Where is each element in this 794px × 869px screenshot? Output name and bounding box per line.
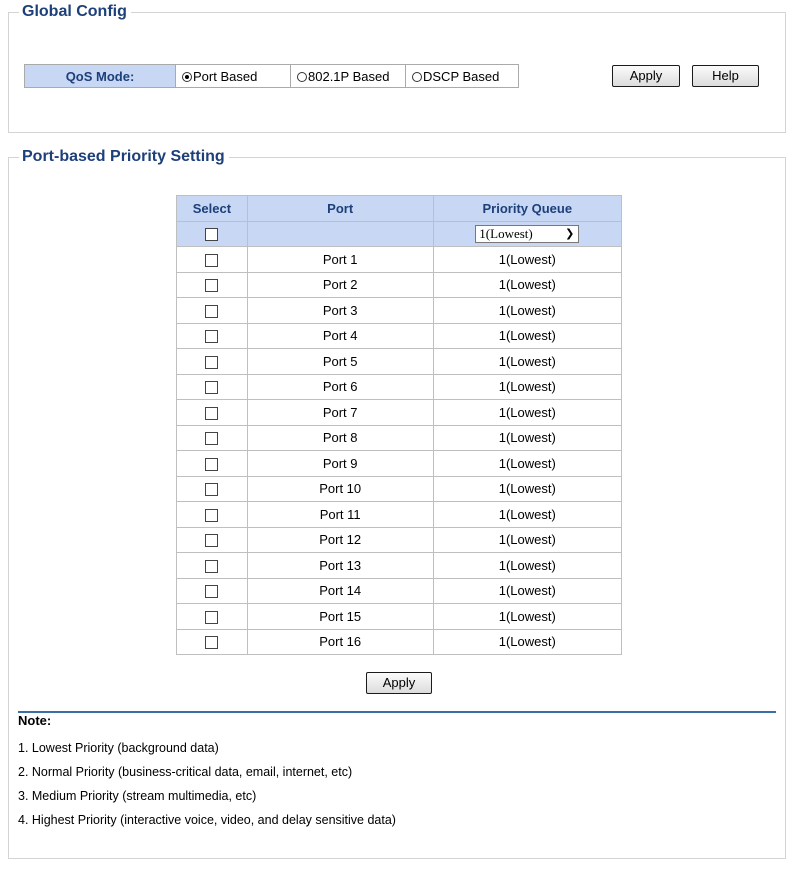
select-all-checkbox[interactable]: [205, 228, 218, 241]
radio-8021p-based[interactable]: [297, 72, 307, 82]
table-row: [177, 502, 622, 528]
note-item-3: 3. Medium Priority (stream multimedia, etc): [18, 789, 257, 803]
row-select-checkbox[interactable]: [205, 534, 218, 547]
priority-cell: 1(Lowest): [433, 247, 621, 273]
row-select-checkbox[interactable]: [205, 483, 218, 496]
row-select-checkbox[interactable]: [205, 458, 218, 471]
priority-cell: 1(Lowest): [433, 502, 621, 528]
priority-cell: 1(Lowest): [433, 578, 621, 604]
bulk-priority-cell: [433, 221, 621, 247]
note-title: Note:: [18, 713, 52, 728]
row-select-cell: [177, 527, 248, 553]
port-cell: Port 13: [247, 553, 433, 579]
priority-cell: 1(Lowest): [433, 425, 621, 451]
port-cell: Port 5: [247, 349, 433, 375]
port-cell: Port 15: [247, 604, 433, 630]
bulk-port-cell: [247, 221, 433, 247]
priority-cell: 1(Lowest): [433, 400, 621, 426]
priority-cell: 1(Lowest): [433, 604, 621, 630]
row-select-checkbox[interactable]: [205, 560, 218, 573]
row-select-checkbox[interactable]: [205, 381, 218, 394]
table-row: [177, 604, 622, 630]
table-row: [177, 374, 622, 400]
qos-option-dscp-based[interactable]: [406, 65, 519, 88]
port-cell: Port 10: [247, 476, 433, 502]
port-cell: Port 14: [247, 578, 433, 604]
row-select-cell: [177, 400, 248, 426]
radio-port-based[interactable]: [182, 72, 192, 82]
row-select-cell: [177, 578, 248, 604]
row-select-cell: [177, 298, 248, 324]
row-select-cell: [177, 247, 248, 273]
port-cell: Port 2: [247, 272, 433, 298]
priority-cell: 1(Lowest): [433, 323, 621, 349]
row-select-checkbox[interactable]: [205, 509, 218, 522]
port-cell: Port 1: [247, 247, 433, 273]
help-button[interactable]: Help: [692, 65, 759, 87]
table-row: [177, 272, 622, 298]
row-select-checkbox[interactable]: [205, 356, 218, 369]
row-select-cell: [177, 374, 248, 400]
priority-cell: 1(Lowest): [433, 527, 621, 553]
table-row: [177, 451, 622, 477]
port-apply-button[interactable]: Apply: [366, 672, 432, 694]
port-cell: Port 12: [247, 527, 433, 553]
qos-option-8021p-based-label: 802.1P Based: [308, 68, 390, 84]
port-cell: Port 4: [247, 323, 433, 349]
table-row: [177, 298, 622, 324]
qos-option-8021p-based[interactable]: [291, 65, 406, 88]
table-row: [177, 629, 622, 655]
priority-column-header: Priority Queue: [433, 196, 621, 222]
row-select-cell: [177, 502, 248, 528]
priority-cell: 1(Lowest): [433, 476, 621, 502]
table-row: [177, 349, 622, 375]
port-priority-table: [176, 195, 622, 655]
row-select-checkbox[interactable]: [205, 611, 218, 624]
table-row: [177, 247, 622, 273]
bulk-select-cell: [177, 221, 248, 247]
port-cell: Port 11: [247, 502, 433, 528]
row-select-cell: [177, 425, 248, 451]
qos-option-dscp-based-label: DSCP Based: [423, 68, 500, 84]
priority-cell: 1(Lowest): [433, 629, 621, 655]
qos-option-port-based[interactable]: [176, 65, 291, 88]
row-select-checkbox[interactable]: [205, 279, 218, 292]
bulk-edit-row: [177, 221, 622, 247]
global-apply-button[interactable]: Apply: [612, 65, 680, 87]
priority-cell: 1(Lowest): [433, 451, 621, 477]
row-select-cell: [177, 323, 248, 349]
priority-cell: 1(Lowest): [433, 349, 621, 375]
port-cell: Port 9: [247, 451, 433, 477]
row-select-cell: [177, 451, 248, 477]
port-column-header: Port: [247, 196, 433, 222]
row-select-checkbox[interactable]: [205, 432, 218, 445]
port-cell: Port 6: [247, 374, 433, 400]
row-select-checkbox[interactable]: [205, 305, 218, 318]
priority-cell: 1(Lowest): [433, 374, 621, 400]
priority-cell: 1(Lowest): [433, 272, 621, 298]
port-cell: Port 8: [247, 425, 433, 451]
row-select-checkbox[interactable]: [205, 585, 218, 598]
row-select-checkbox[interactable]: [205, 330, 218, 343]
table-row: [177, 553, 622, 579]
row-select-checkbox[interactable]: [205, 254, 218, 267]
port-cell: Port 16: [247, 629, 433, 655]
note-item-1: 1. Lowest Priority (background data): [18, 741, 219, 755]
radio-dscp-based[interactable]: [412, 72, 422, 82]
row-select-checkbox[interactable]: [205, 636, 218, 649]
table-row: [177, 425, 622, 451]
bulk-priority-select-value: 1(Lowest): [479, 225, 533, 241]
qos-option-port-based-label: Port Based: [193, 68, 258, 84]
row-select-cell: [177, 272, 248, 298]
row-select-cell: [177, 604, 248, 630]
port-cell: Port 7: [247, 400, 433, 426]
note-item-2: 2. Normal Priority (business-critical data, email, internet, etc): [18, 765, 353, 779]
row-select-cell: [177, 349, 248, 375]
qos-mode-table: [24, 64, 519, 88]
table-row: [177, 578, 622, 604]
row-select-cell: [177, 629, 248, 655]
select-column-header: Select: [177, 196, 248, 222]
qos-mode-label: QoS Mode:: [25, 65, 176, 88]
chevron-down-icon: ❯: [565, 226, 575, 240]
global-config-title: Global Config: [19, 2, 131, 22]
table-row: [177, 400, 622, 426]
bulk-priority-select[interactable]: [475, 225, 579, 243]
row-select-checkbox[interactable]: [205, 407, 218, 420]
port-cell: Port 3: [247, 298, 433, 324]
priority-cell: 1(Lowest): [433, 298, 621, 324]
row-select-cell: [177, 476, 248, 502]
table-row: [177, 323, 622, 349]
priority-cell: 1(Lowest): [433, 553, 621, 579]
note-item-4: 4. Highest Priority (interactive voice, video, and delay sensitive data): [18, 813, 396, 827]
note-divider: [18, 711, 776, 713]
table-row: [177, 527, 622, 553]
port-priority-title: Port-based Priority Setting: [19, 147, 229, 167]
table-row: [177, 476, 622, 502]
row-select-cell: [177, 553, 248, 579]
